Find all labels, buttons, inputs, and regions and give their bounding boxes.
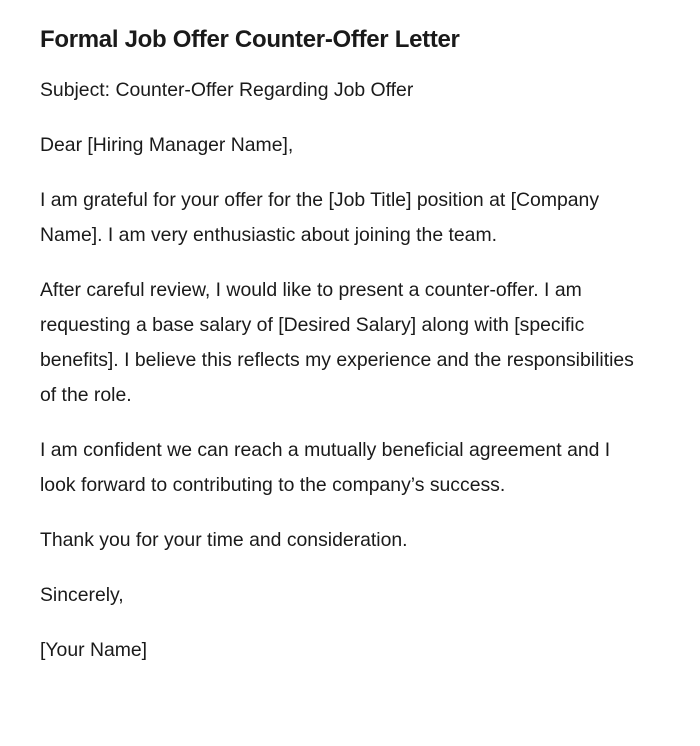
letter-subject: Subject: Counter-Offer Regarding Job Offer: [40, 79, 414, 101]
letter-paragraph-counter-offer: After careful review, I would like to present a counter-offer. I am requesting a base salary of [Desired Salary] along with [specific benefits]. I believe this reflects my experience and the responsibilities of the role.: [40, 279, 634, 406]
letter-paragraph-thanks: Thank you for your time and consideration.: [40, 529, 408, 551]
letter-paragraph-gratitude: I am grateful for your offer for the [Job Title] position at [Company Name]. I am very enthusiastic about joining the team.: [40, 189, 600, 246]
letter-salutation: Dear [Hiring Manager Name],: [40, 134, 294, 156]
letter-title: Formal Job Offer Counter-Offer Letter: [40, 26, 460, 53]
letter-paragraph-confidence: I am confident we can reach a mutually beneficial agreement and I look forward to contributing to the company’s success.: [40, 439, 611, 496]
letter-signature: [Your Name]: [40, 639, 148, 661]
letter-closing: Sincerely,: [40, 584, 124, 606]
